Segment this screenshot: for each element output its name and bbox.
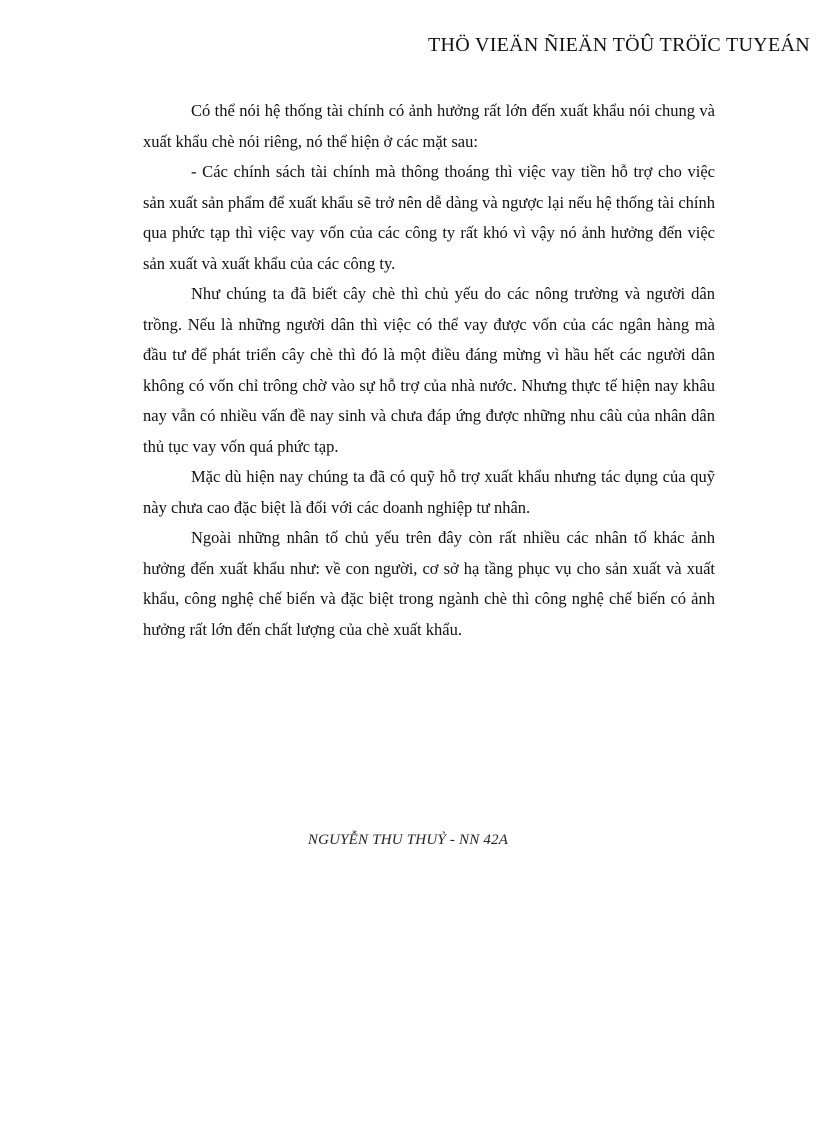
paragraph: - Các chính sách tài chính mà thông thoáng thì việc vay tiền hỗ trợ cho việc sản xuất sản phẩm để xuất khẩu sẽ trở nên dễ dàng và ngược lại nếu hệ thống tài chính qua phức tạp thì việc vay vốn của các công ty rất khó vì vậy nó ảnh hưởng đến việc sản xuất và xuất khẩu của các công ty. <box>143 162 715 273</box>
paragraph: Như chúng ta đã biết cây chè thì chủ yếu do các nông trường và người dân trồng. Nếu là những người dân thì việc có thể vay được vốn của các ngân hàng mà đầu tư để phát triển cây chè thì đó là một điều đáng mừng vì hầu hết các người dân không có vốn chỉ trông chờ vào sự hỗ trợ của nhà nước. Nhưng thực tế hiện nay khâu nay vẫn có nhiều vấn đề nay sinh và chưa đáp ứng được những nhu câù của nhân dân thủ tục vay vốn quá phức tạp. <box>143 284 715 456</box>
body-text <box>143 96 715 645</box>
paragraph: Có thể nói hệ thống tài chính có ảnh hưởng rất lớn đến xuất khẩu nói chung và xuất khẩu chè nói riêng, nó thể hiện ở các mặt sau: <box>143 101 715 151</box>
paragraph: Ngoài những nhân tố chủ yếu trên đây còn rất nhiều các nhân tố khác ảnh hưởng đến xuất khẩu như: về con người, cơ sở hạ tầng phục vụ cho sản xuất và xuất khẩu, công nghệ chế biến và đặc biệt trong ngành chè thì công nghệ chế biến có ảnh hưởng rất lớn đến chất lượng của chè xuất khẩu. <box>143 528 715 639</box>
paragraph: Mặc dù hiện nay chúng ta đã có quỹ hỗ trợ xuất khẩu nhưng tác dụng của quỹ này chưa cao đặc biệt là đối với các doanh nghiệp tư nhân. <box>143 467 715 517</box>
page-footer: NGUYỄN THU THUỶ - NN 42A <box>307 832 509 848</box>
page-header: THÖ VIEÄN ÑIEÄN TÖÛ TRÖÏC TUYEÁN <box>428 34 810 56</box>
